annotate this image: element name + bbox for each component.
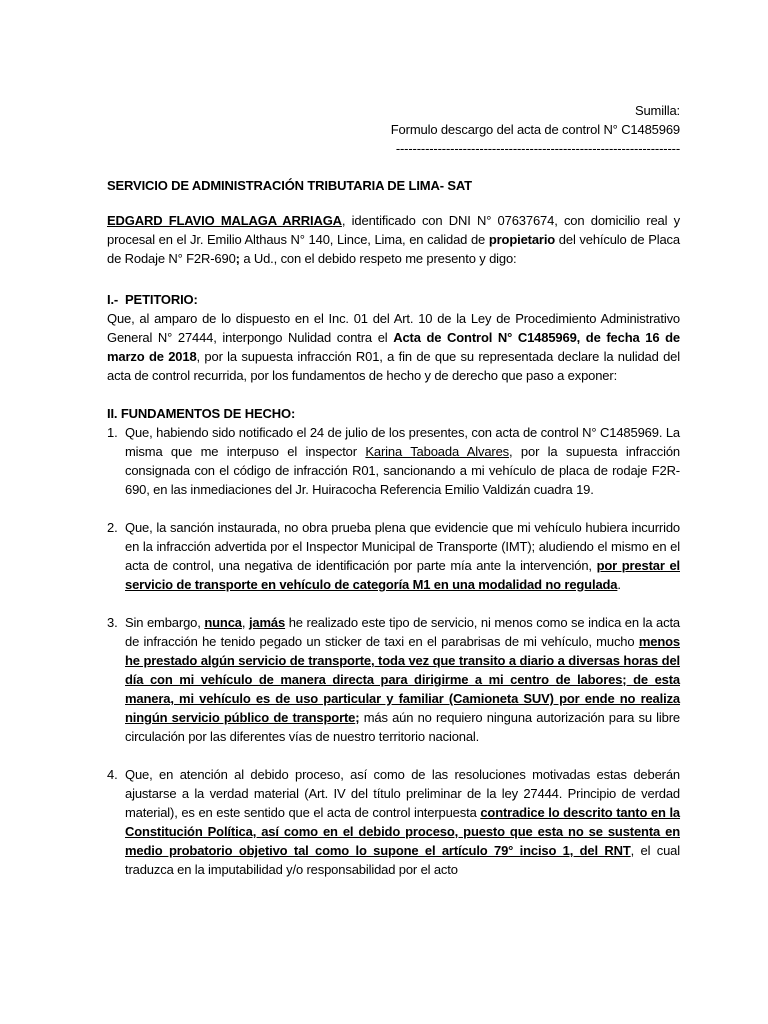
item-4-text-1: Que, en atención al debido proceso, así como de las resoluciones motivadas estas deberán ajustarse a la verdad material (Art. IV del título preliminar de la ley 27444. Principio de verdad material), es en este sentido que el acta de control interpuesta <box>125 767 680 820</box>
item-3-separator-1: , <box>241 615 249 630</box>
item-4-text-2: , el cual traduzca en la imputabilidad y/o responsabilidad por el acto <box>125 843 680 877</box>
list-item <box>107 423 680 499</box>
fundamentos-section <box>107 404 680 879</box>
petitorio-paragraph <box>107 309 680 385</box>
item-2-text-2: . <box>617 577 621 592</box>
addressee: SERVICIO DE ADMINISTRACIÓN TRIBUTARIA DE LIMA- SAT <box>107 178 472 193</box>
item-text <box>125 423 680 499</box>
sumilla-subject: Formulo descargo del acta de control N° C1485969 <box>390 122 680 137</box>
item-3-separator-2: ; <box>355 710 360 725</box>
sumilla-rule: -------------------------------------------------------------------- <box>395 141 680 156</box>
item-number: 1. <box>107 425 118 440</box>
item-2-text-1: Que, la sanción instaurada, no obra prueba plena que evidencie que mi vehículo hubiera incurrido en la infracción advertida por el Inspector Municipal de Transporte (IMT); aludiendo el mismo en el acta de control, una negativa de identificación por parte mía ante la intervención, <box>125 520 680 573</box>
item-3-emphasis-3: menos he prestado algún servicio de transporte, toda vez que transito a diario a diversas horas del día con mi vehículo de manera directa para dirigirme a mi centro de labores; de esta manera, mi vehículo es de uso particular y familiar (Camioneta SUV) por ende no realiza ningún servicio público de transporte <box>125 634 680 725</box>
petitorio-heading: I.- PETITORIO: <box>107 292 198 307</box>
petitorio-section <box>107 290 680 385</box>
list-item <box>107 613 680 746</box>
item-3-text-1: Sin embargo, <box>125 615 205 630</box>
petitorio-text-2: , por la supuesta infracción R01, a fin de que su representada declare la nulidad del acta de control recurrida, por los fundamentos de hecho y de derecho que paso a exponer: <box>107 349 680 383</box>
applicant-name: EDGARD FLAVIO MALAGA ARRIAGA <box>107 213 342 228</box>
sumilla-block <box>107 101 680 158</box>
intro-text-1: , identificado con DNI N° 07637674, con domicilio real y procesal en el Jr. Emilio Althaus N° 140, Lince, Lima, en calidad de <box>107 213 680 247</box>
item-3-text-3: más aún no requiero ninguna autorización para su libre circulación por las diferentes vías de nuestro territorio nacional. <box>125 710 680 744</box>
intro-paragraph <box>107 211 680 268</box>
item-2-emphasis: por prestar el servicio de transporte en vehículo de categoría M1 en una modalidad no regulada <box>125 558 680 592</box>
fundamentos-heading: II. FUNDAMENTOS DE HECHO: <box>107 406 296 421</box>
sumilla-label: Sumilla: <box>634 103 680 118</box>
item-text <box>125 518 680 594</box>
intro-text-2: del vehículo de Placa de Rodaje N° F2R-690 <box>107 232 680 266</box>
item-3-text-2: he realizado este tipo de servicio, ni menos como se indica en la acta de infracción he tenido pegado un sticker de taxi en el parabrisas de mi vehículo, mucho <box>125 615 680 649</box>
item-text <box>125 613 680 746</box>
item-1-text-1: Que, habiendo sido notificado el 24 de julio de los presentes, con acta de control N° C1485969. La misma que me interpuso el inspector <box>125 425 680 459</box>
item-1-text-2: , por la supuesta infracción consignada con el código de infracción R01, sancionando a mi vehículo de placa de rodaje F2R-690, en las inmediaciones del Jr. Huiracocha Referencia Emilio Valdizán cuadra 19. <box>125 444 680 497</box>
intro-separator: ; <box>235 251 240 266</box>
intro-text-3: a Ud., con el debido respeto me presento y digo: <box>239 251 517 266</box>
item-number: 2. <box>107 520 118 535</box>
item-number: 3. <box>107 615 118 630</box>
list-item <box>107 518 680 594</box>
item-number: 4. <box>107 767 118 782</box>
list-item <box>107 765 680 879</box>
petitorio-acta: Acta de Control N° C1485969, de fecha 16 de marzo de 2018 <box>107 330 680 364</box>
item-3-emphasis-2: jamás <box>248 615 286 630</box>
petitorio-text-1: Que, al amparo de lo dispuesto en el Inc. 01 del Art. 10 de la Ley de Procedimiento Administrativo General N° 27444, interpongo Nulidad contra el <box>107 311 680 345</box>
inspector-name: Karina Taboada Alvares <box>365 444 510 459</box>
item-text <box>125 765 680 879</box>
applicant-role: propietario <box>488 232 556 247</box>
item-3-emphasis-1: nunca <box>204 615 242 630</box>
item-4-emphasis: contradice lo descrito tanto en la Constitución Política, así como en el debido proceso, puesto que esta no se sustenta en medio probatorio objetivo tal como lo supone el artículo 79° inciso 1, del RNT <box>125 805 681 858</box>
